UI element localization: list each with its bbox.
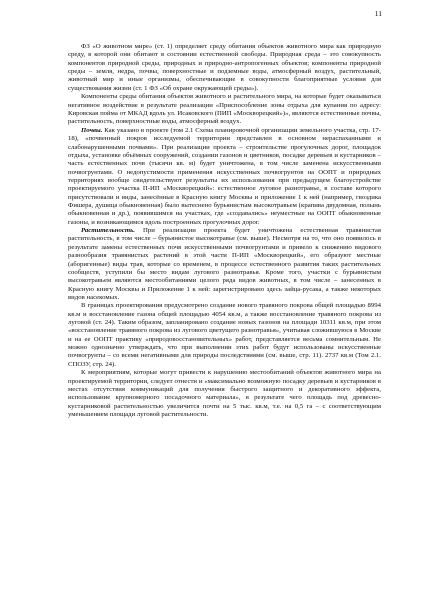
paragraph-1: [68, 43, 381, 93]
paragraph-5: [68, 302, 381, 369]
paragraph-2: [68, 93, 381, 126]
paragraph-4-text: При реализации проекта будет уничтожена естественная травянистая растительность, в том числе – бурьянистое высокотравье (см. выше). Несмотря на то, что оно появилось в результате замены естественных почв искусственными почвогрунтами и привело к снижению видового разнообразия травянистых растений в этой части П-ИП «Москворецкий», его образуют местные (аборигенные) виды трав, которые со временем, в процессе естественного развития таких растительных сообществ, уступили бы место видам лугового разнотравья. Кроме того, участки с бурьянистым высокотравьем являются местообитаниями целого ряда видов животных, в том числе – занесенных в Красную книгу Москвы и Приложение 1 к ней: зарегистрировано здесь зайца-русака, а также некоторых видов насекомых.: [68, 227, 381, 301]
paragraph-2-text: Компоненты среды обитания объектов животного и растительного мира, на которые будет оказываться негативное воздействие в результате реализации «Приспособление зоны отдыха для купания по адресу: Кировская пойма от МКАД вдоль ул. Исаковского (ПИП «Москворецкий»)», являются естественные почвы, растительность, поверхностные воды, атмосферный воздух.: [68, 93, 381, 126]
paragraph-1-text: ФЗ «О животном мире» (ст. 1) определяет среду обитания объектов животного мира как природную среду, в которой они обитают в состоянии естественной свободы. Природная среда – это совокупность компонентов природной среды, природных и природно-антропогенных объектов; компоненты природной среды – земля, недра, почвы, поверхностные и подземные воды, атмосферный воздух, растительный, животный мир и иные организмы, обеспечивающие в совокупности благоприятные условия для существования жизни (ст. 1 ФЗ «Об охране окружающей среды»).: [68, 43, 381, 92]
body-text: [68, 0, 381, 419]
page-number: 11: [374, 9, 382, 18]
paragraph-4-heading: Растительность.: [81, 227, 135, 235]
paragraph-3: [68, 127, 381, 227]
paragraph-3-heading: Почвы.: [81, 126, 103, 134]
paragraph-6: [68, 369, 381, 419]
paragraph-4: [68, 227, 381, 302]
paragraph-3-text: Как указано в проекте (том 2.1 Схема планировочной организации земельного участка, стр. 17-18), «почвенный покров исследуемой территории представлен в основном нераспаханными и слабонарушенными почвами». При реализации проекта – строительстве прогулочных дорог, площадок отдыха, установке объёмных сооружений, создании газонов и цветников, посадке деревьев и кустарников – часть естественных почв (тысячи кв. м) будет уничтожена, в том числе заменена искусственными почвогрунтами. О недопустимости применения искусственных почвогрунтов на ООПТ и природных территориях вообще свидетельствуют результаты их использования при предыдущем благоустройстве проектируемого участка П-ИП «Москворецкий»: естественное луговое разнотравье, в составе которого присутствовали и виды, занесённые в Красную книгу Москвы и приложение 1 к ней (например, гвоздика Фишера, душица обыкновенная) было вытеснено бурьянистым высокотравьем (крапива двудомная, полынь обыкновенная и др.), появившимся на участках, где «создавались» неуместные на ООПТ обыкновенные газоны, и возникающимся вдоль построенных прогулочных дорог.: [68, 126, 381, 226]
paragraph-5-text: В границах проектирования предусмотрено создание нового травяного покрова общей площадью 8994 кв.м и восстановление газона общей площадью 4054 кв.м, а также восстановление травяного покрова из луговой (ст. 24). Таким образом, запланировано создание новых газонов на площади 10311 кв.м, при этом «восстановление травяного покрова из лугового цветущего разнотравья», учитывая сложившуюся в Москве и на ее ООПТ практику «природовосстановительных» работ, представляется весьма сомнительным. Не можно однозначно утверждать, что при выполнении этих работ будут использованы искусственные почвогрунты – со всеми негативными для природы последствиями (см. выше, стр. 11). 2737 кв.м (Том 2.1. СПОЗУ, стр. 24).: [68, 302, 381, 368]
paragraph-6-text: К мероприятиям, которые могут привести к нарушению местообитаний объектов животного мира на проектируемой территории, следует отнести и «максимально возможную посадку деревьев и кустарников в местах отсутствия коммуникаций для получения быстрого защитного и декоративного эффекта, использование крупномерного посадочного материала», в результате чего площадь под древесно-кустарниковой растительностью увеличится почти на 5 тыс. кв.м, т.е. на 0,5 га – с соответствующим уменьшением площади луговой растительности.: [68, 369, 381, 419]
